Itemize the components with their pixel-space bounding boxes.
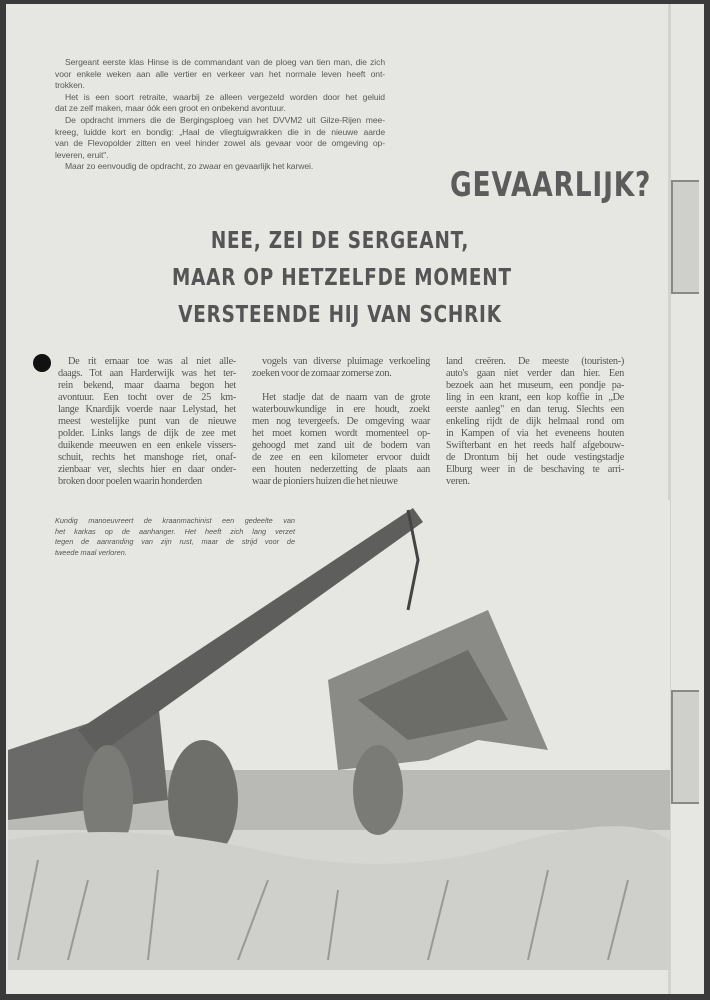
text-line: voor enkele weken aan alle vertier en verkeer van het normale leven heeft ont-: [55, 68, 385, 79]
text-line: duikende meeuwen en een enkele vissers-: [58, 440, 236, 451]
text-line: Het is een soort retraite, waarbij ze alleen vergezeld worden door het geluid: [65, 91, 385, 102]
text-line: tegen de aanranding van zijn rust, maar de strijd voor de: [55, 537, 295, 546]
text-line: vogels van diverse pluimage verkoeling: [262, 356, 430, 367]
text-line: enkeling rijdt de dijk helmaal rond om: [446, 416, 624, 427]
text-line: het moet komen wordt momenteel op-: [252, 428, 430, 439]
subheadline-line: MAAR OP HETZELFDE MOMENT: [172, 265, 512, 291]
article-column-2: [252, 356, 430, 488]
subheadline-line: NEE, ZEI DE SERGEANT,: [210, 228, 470, 254]
text-line: Het stadje dat de naam van de grote: [262, 392, 430, 403]
text-line: schuit, rechts het manshoge riet, onaf-: [58, 452, 236, 463]
text-line: men nog tevergeefs. De omgeving waar: [252, 416, 430, 427]
text-line: Swifterbant en het reeds half afgebouw-: [446, 440, 624, 451]
text-line: zoeken voor de zomaar zomerse zon.: [252, 368, 392, 379]
text-line: waar de pioniers huizen die het nieuwe: [252, 476, 398, 487]
worker: [353, 745, 403, 835]
text-line: trokken.: [55, 80, 85, 91]
text-line: van de Flevopolder zitten en veel hinder zowel als gevaar voor de omgeving op-: [55, 138, 385, 149]
text-line: polder. Links langs de dijk de zee met: [58, 428, 236, 439]
text-line: ling in een krant, een kop koffie in „De: [446, 392, 624, 403]
text-line: een houten nederzetting de plaats aan: [252, 464, 430, 475]
text-line: meest westelijke punt van de nieuwe: [58, 416, 236, 427]
text-line: de zee en een kilometer ervoor duidt: [252, 452, 430, 463]
text-line: waterbouwkundige in ere houdt, zoekt: [252, 404, 430, 415]
text-line: leveren, eruit".: [55, 149, 109, 160]
text-line: Elburg weer in de beschaving te arri-: [446, 464, 624, 475]
text-line: bezoek aan het museum, een pondje pa-: [446, 380, 624, 391]
text-line: auto's gaan niet verder dan hier. Een: [446, 368, 624, 379]
text-line: tweede maal verloren.: [55, 547, 127, 557]
text-line: land creëren. De meeste (touristen-): [446, 356, 624, 367]
text-line: De rit ernaar toe was al niet alle-: [68, 356, 236, 367]
text-line: daags. Tot aan Harderwijk was het ter-: [58, 368, 236, 379]
punch-hole: [33, 354, 51, 372]
text-line: gehoogd met zand uit de bodem van: [252, 440, 430, 451]
article-column-3: [446, 356, 624, 488]
text-line: eerste aanleg" en dan terug. Slechts een: [446, 404, 624, 415]
text-line: veren.: [446, 476, 470, 487]
photo-caption: [55, 516, 295, 558]
text-line: lange Knardijk voerde naar Lelystad, het: [58, 404, 236, 415]
text-line: avontuur. Een tocht over de 25 km-: [58, 392, 236, 403]
text-line: Kundig manoeuvreert de kraanmachinist een gedeelte van: [55, 516, 295, 525]
page-tab-top: [671, 180, 699, 294]
text-line: in Kampen of via het eveneens houten: [446, 428, 624, 439]
text-line: de Drontum bij het oude vestingstadje: [446, 452, 624, 463]
headline: GEVAARLIJK?: [450, 165, 652, 205]
intro-text: [55, 57, 385, 173]
crane-wreck-photo: [8, 500, 670, 970]
subheadline-line: VERSTEENDE HIJ VAN SCHRIK: [178, 302, 502, 328]
text-line: zienbaar ver, slechts hier en daar onder-: [58, 464, 236, 475]
paragraph-gap: [252, 380, 430, 392]
text-line: kreeg, luidde kort en bondig: „Haal de vliegtuigwrakken die in de nieuwe aarde: [55, 126, 385, 137]
text-line: rein bekend, maar daarna begon het: [58, 380, 236, 391]
text-line: broken door poelen waarin honderden: [58, 476, 202, 487]
text-line: dat ze zelf maken, maar óók een groot en onbekend avontuur.: [55, 103, 286, 114]
text-line: het karkas op de aanhanger. Het heeft zich lang verzet: [55, 526, 295, 536]
text-line: Sergeant eerste klas Hinse is de commandant van de ploeg van tien man, die zich: [65, 57, 385, 67]
article-column-1: [58, 356, 236, 488]
text-line: Maar zo eenvoudig de opdracht, zo zwaar en gevaarlijk het karwei.: [65, 161, 314, 172]
page-tab-bottom: [671, 690, 699, 804]
text-line: De opdracht immers die de Bergingsploeg van het DVVM2 uit Gilze-Rijen mee-: [65, 114, 385, 125]
